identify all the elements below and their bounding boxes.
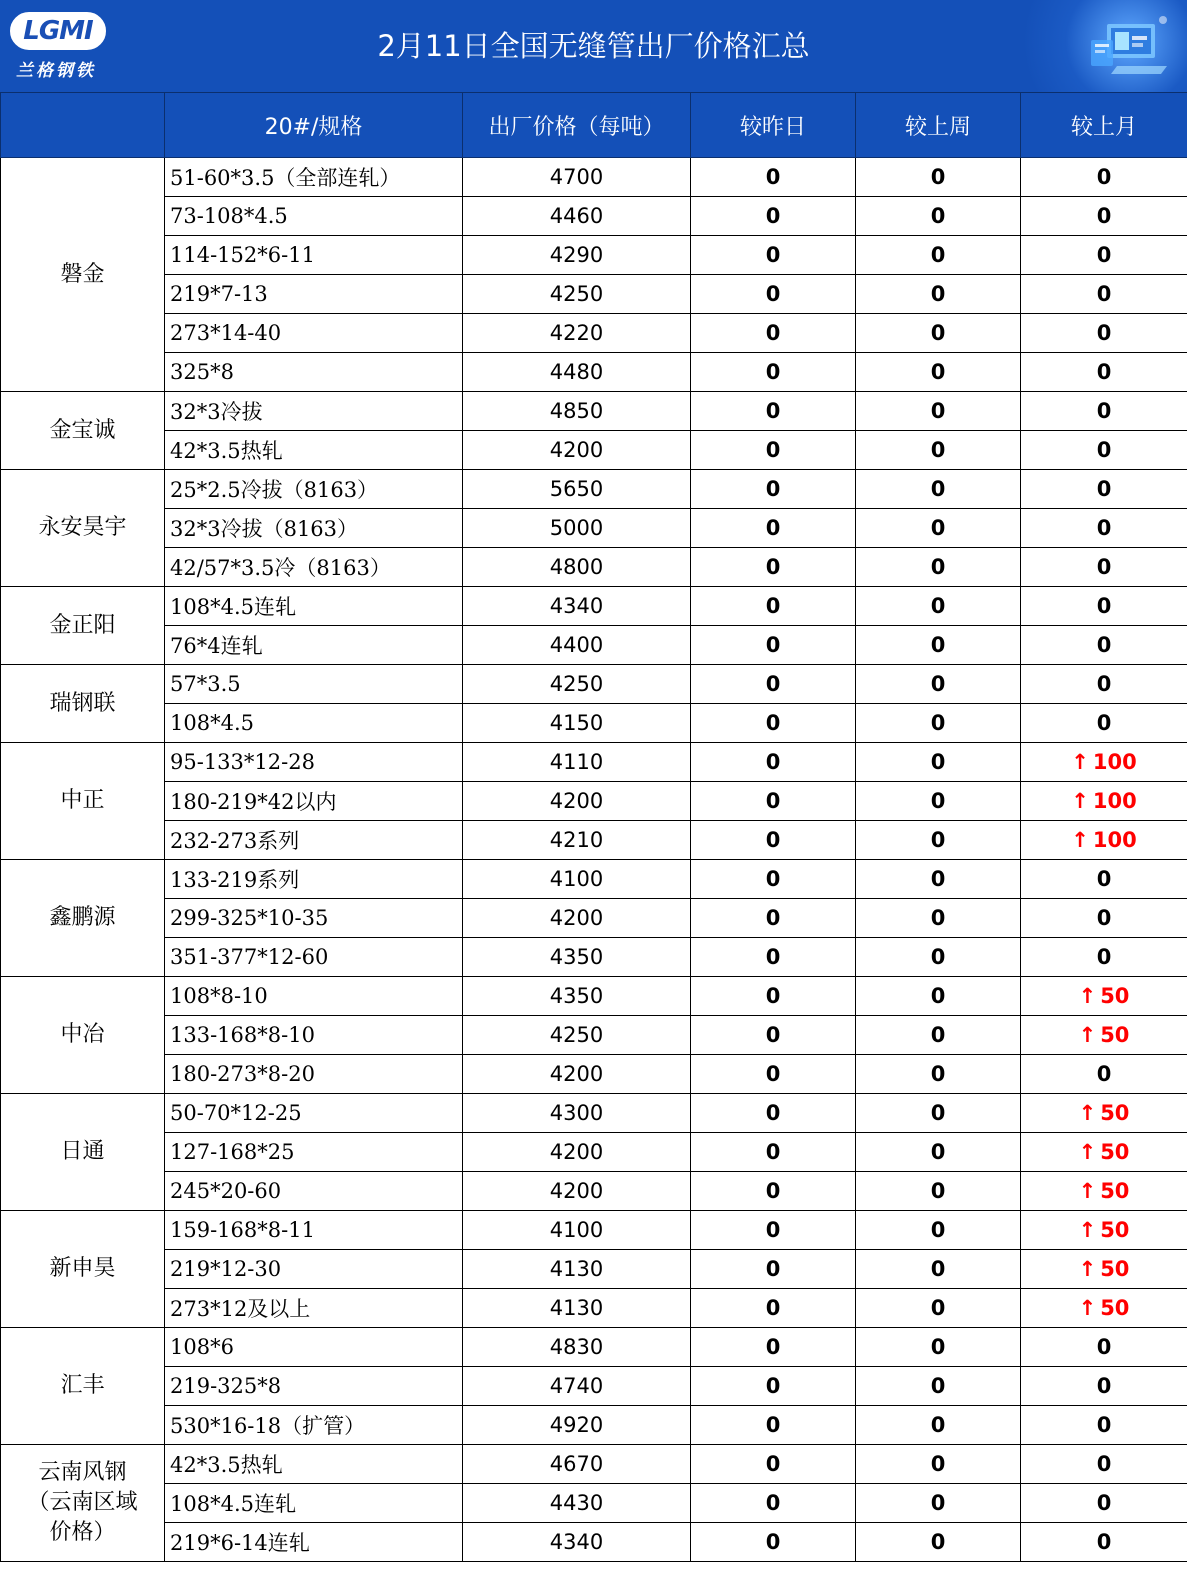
- change-vs-yesterday: 0: [691, 158, 856, 197]
- change-vs-yesterday: 0: [691, 197, 856, 236]
- logo-text: LGMI: [23, 16, 93, 46]
- change-vs-last-week: 0: [856, 1484, 1021, 1523]
- change-vs-last-week: 0: [856, 1367, 1021, 1406]
- header-banner: [0, 0, 1187, 92]
- change-value: 50: [1100, 1023, 1130, 1047]
- price-cell: 4220: [463, 314, 691, 353]
- change-vs-last-week: 0: [856, 977, 1021, 1016]
- change-vs-last-week: 0: [856, 1055, 1021, 1094]
- change-vs-yesterday: 0: [691, 1406, 856, 1445]
- change-vs-last-week: 0: [856, 860, 1021, 899]
- price-cell: 4200: [463, 782, 691, 821]
- change-vs-last-month: [1021, 1094, 1187, 1133]
- price-cell: 4200: [463, 1055, 691, 1094]
- price-cell: 4920: [463, 1406, 691, 1445]
- spec-cell: 108*4.5连轧: [165, 1484, 463, 1523]
- change-value: 50: [1100, 1257, 1130, 1281]
- change-vs-last-month: [1021, 743, 1187, 782]
- table-row: [1, 1250, 1187, 1289]
- company-name: 汇丰: [1, 1328, 165, 1445]
- change-vs-last-week: 0: [856, 548, 1021, 587]
- spec-cell: 127-168*25: [165, 1133, 463, 1172]
- change-vs-last-week: 0: [856, 821, 1021, 860]
- spec-cell: 25*2.5冷拔（8163）: [165, 470, 463, 509]
- change-vs-yesterday: 0: [691, 1172, 856, 1211]
- column-header-vs-last-month: 较上月: [1021, 93, 1187, 158]
- change-vs-yesterday: 0: [691, 1367, 856, 1406]
- spec-cell: 351-377*12-60: [165, 938, 463, 977]
- change-vs-yesterday: 0: [691, 1133, 856, 1172]
- change-vs-last-month: 0: [1021, 1523, 1187, 1562]
- change-vs-last-month: 0: [1021, 509, 1187, 548]
- spec-cell: 159-168*8-11: [165, 1211, 463, 1250]
- company-name: 日通: [1, 1094, 165, 1211]
- table-row: [1, 1289, 1187, 1328]
- table-row: [1, 431, 1187, 470]
- change-vs-last-week: 0: [856, 587, 1021, 626]
- change-vs-last-month: [1021, 1133, 1187, 1172]
- table-row: [1, 665, 1187, 704]
- company-name: 永安昊宇: [1, 470, 165, 587]
- up-arrow-icon: ↑: [1078, 1218, 1097, 1242]
- company-name: 瑞钢联: [1, 665, 165, 743]
- change-vs-last-month: 0: [1021, 392, 1187, 431]
- table-row: [1, 1406, 1187, 1445]
- price-cell: 4300: [463, 1094, 691, 1133]
- change-vs-last-month: 0: [1021, 665, 1187, 704]
- spec-cell: 32*3冷拔（8163）: [165, 509, 463, 548]
- change-vs-last-week: 0: [856, 275, 1021, 314]
- price-cell: 4200: [463, 1172, 691, 1211]
- price-cell: 4100: [463, 1211, 691, 1250]
- change-vs-yesterday: 0: [691, 782, 856, 821]
- column-header-vs-yesterday: 较昨日: [691, 93, 856, 158]
- table-row: [1, 899, 1187, 938]
- spec-cell: 530*16-18（扩管）: [165, 1406, 463, 1445]
- change-vs-last-week: 0: [856, 1211, 1021, 1250]
- up-arrow-icon: ↑: [1071, 750, 1089, 774]
- spec-cell: 57*3.5: [165, 665, 463, 704]
- change-vs-yesterday: 0: [691, 665, 856, 704]
- spec-cell: 32*3冷拔: [165, 392, 463, 431]
- up-arrow-icon: ↑: [1078, 984, 1097, 1008]
- table-row: [1, 197, 1187, 236]
- company-name: 鑫鹏源: [1, 860, 165, 977]
- change-vs-last-month: [1021, 1289, 1187, 1328]
- change-vs-last-week: 0: [856, 509, 1021, 548]
- change-vs-last-week: 0: [856, 665, 1021, 704]
- price-cell: 4110: [463, 743, 691, 782]
- change-vs-yesterday: 0: [691, 1055, 856, 1094]
- company-name: 磐金: [1, 158, 165, 392]
- price-cell: 4200: [463, 1133, 691, 1172]
- spec-cell: 108*4.5连轧: [165, 587, 463, 626]
- change-vs-yesterday: 0: [691, 548, 856, 587]
- change-vs-yesterday: 0: [691, 1445, 856, 1484]
- change-vs-yesterday: 0: [691, 821, 856, 860]
- table-row: [1, 860, 1187, 899]
- price-cell: 4200: [463, 899, 691, 938]
- spec-cell: 219-325*8: [165, 1367, 463, 1406]
- up-arrow-icon: ↑: [1078, 1179, 1097, 1203]
- price-cell: 4290: [463, 236, 691, 275]
- column-header-company: [1, 93, 165, 158]
- change-vs-last-month: [1021, 821, 1187, 860]
- change-vs-yesterday: 0: [691, 938, 856, 977]
- change-value: 50: [1100, 1218, 1130, 1242]
- change-vs-last-week: 0: [856, 938, 1021, 977]
- change-vs-last-week: 0: [856, 1406, 1021, 1445]
- change-vs-yesterday: 0: [691, 1094, 856, 1133]
- price-cell: 4740: [463, 1367, 691, 1406]
- up-arrow-icon: ↑: [1078, 1257, 1097, 1281]
- price-cell: 4850: [463, 392, 691, 431]
- change-vs-yesterday: 0: [691, 431, 856, 470]
- table-row: [1, 548, 1187, 587]
- price-cell: 4130: [463, 1250, 691, 1289]
- change-vs-last-week: 0: [856, 899, 1021, 938]
- column-header-price: 出厂价格（每吨）: [463, 93, 691, 158]
- price-cell: 4210: [463, 821, 691, 860]
- monitor-illustration-icon: [1077, 6, 1177, 86]
- logo-subtitle: 兰格钢铁: [16, 61, 96, 81]
- change-vs-yesterday: 0: [691, 470, 856, 509]
- change-vs-yesterday: 0: [691, 1250, 856, 1289]
- change-value: 100: [1092, 828, 1137, 852]
- table-row: [1, 1367, 1187, 1406]
- price-cell: 4460: [463, 197, 691, 236]
- change-vs-last-month: [1021, 977, 1187, 1016]
- change-vs-last-month: 0: [1021, 1406, 1187, 1445]
- table-row: [1, 236, 1187, 275]
- change-vs-yesterday: 0: [691, 704, 856, 743]
- spec-cell: 42/57*3.5冷（8163）: [165, 548, 463, 587]
- change-vs-last-month: [1021, 1172, 1187, 1211]
- change-vs-last-month: 0: [1021, 197, 1187, 236]
- change-vs-last-month: 0: [1021, 1328, 1187, 1367]
- change-vs-last-month: 0: [1021, 587, 1187, 626]
- price-cell: 4250: [463, 275, 691, 314]
- change-vs-yesterday: 0: [691, 860, 856, 899]
- change-vs-last-week: 0: [856, 392, 1021, 431]
- price-table: [0, 92, 1187, 1562]
- change-vs-last-month: 0: [1021, 1445, 1187, 1484]
- change-vs-last-month: 0: [1021, 470, 1187, 509]
- change-value: 100: [1092, 789, 1137, 813]
- change-vs-last-month: 0: [1021, 626, 1187, 665]
- price-cell: 4250: [463, 665, 691, 704]
- table-row: [1, 743, 1187, 782]
- table-row: [1, 1133, 1187, 1172]
- spec-cell: 219*6-14连轧: [165, 1523, 463, 1562]
- price-cell: 4830: [463, 1328, 691, 1367]
- change-vs-yesterday: 0: [691, 275, 856, 314]
- change-vs-last-week: 0: [856, 1445, 1021, 1484]
- up-arrow-icon: ↑: [1078, 1023, 1097, 1047]
- spec-cell: 325*8: [165, 353, 463, 392]
- spec-cell: 42*3.5热轧: [165, 1445, 463, 1484]
- price-cell: 4400: [463, 626, 691, 665]
- change-vs-yesterday: 0: [691, 743, 856, 782]
- change-vs-yesterday: 0: [691, 509, 856, 548]
- change-vs-last-month: 0: [1021, 1055, 1187, 1094]
- change-vs-yesterday: 0: [691, 1484, 856, 1523]
- spec-cell: 232-273系列: [165, 821, 463, 860]
- page-title: 2月11日全国无缝管出厂价格汇总: [377, 29, 810, 63]
- spec-cell: 42*3.5热轧: [165, 431, 463, 470]
- change-vs-last-week: 0: [856, 782, 1021, 821]
- table-row: [1, 821, 1187, 860]
- change-vs-last-month: [1021, 1016, 1187, 1055]
- spec-cell: 133-219系列: [165, 860, 463, 899]
- table-row: [1, 470, 1187, 509]
- change-vs-yesterday: 0: [691, 353, 856, 392]
- change-value: 50: [1100, 1296, 1130, 1320]
- change-vs-last-week: 0: [856, 1133, 1021, 1172]
- change-vs-last-week: 0: [856, 626, 1021, 665]
- change-value: 50: [1100, 1179, 1130, 1203]
- column-header-vs-last-week: 较上周: [856, 93, 1021, 158]
- change-vs-last-month: [1021, 1250, 1187, 1289]
- spec-cell: 219*12-30: [165, 1250, 463, 1289]
- company-name: 金宝诚: [1, 392, 165, 470]
- spec-cell: 114-152*6-11: [165, 236, 463, 275]
- spec-cell: 76*4连轧: [165, 626, 463, 665]
- change-vs-last-week: 0: [856, 1016, 1021, 1055]
- up-arrow-icon: ↑: [1071, 828, 1089, 852]
- spec-cell: 133-168*8-10: [165, 1016, 463, 1055]
- change-vs-last-week: 0: [856, 236, 1021, 275]
- change-value: 100: [1092, 750, 1137, 774]
- company-name: 中冶: [1, 977, 165, 1094]
- change-vs-yesterday: 0: [691, 977, 856, 1016]
- table-row: [1, 1484, 1187, 1523]
- change-vs-yesterday: 0: [691, 1328, 856, 1367]
- change-vs-last-week: 0: [856, 743, 1021, 782]
- table-row: [1, 1328, 1187, 1367]
- spec-cell: 180-273*8-20: [165, 1055, 463, 1094]
- change-vs-last-week: 0: [856, 431, 1021, 470]
- change-vs-last-week: 0: [856, 704, 1021, 743]
- change-value: 50: [1100, 984, 1130, 1008]
- column-header-spec: 20#/规格: [165, 93, 463, 158]
- change-vs-last-month: [1021, 782, 1187, 821]
- table-row: [1, 938, 1187, 977]
- change-vs-last-month: 0: [1021, 899, 1187, 938]
- change-vs-last-month: [1021, 1211, 1187, 1250]
- spec-cell: 219*7-13: [165, 275, 463, 314]
- table-row: [1, 314, 1187, 353]
- price-cell: 5650: [463, 470, 691, 509]
- table-row: [1, 1055, 1187, 1094]
- change-vs-yesterday: 0: [691, 587, 856, 626]
- change-vs-yesterday: 0: [691, 899, 856, 938]
- table-row: [1, 626, 1187, 665]
- price-cell: 4700: [463, 158, 691, 197]
- price-cell: 4350: [463, 977, 691, 1016]
- spec-cell: 108*6: [165, 1328, 463, 1367]
- table-row: [1, 1523, 1187, 1562]
- up-arrow-icon: ↑: [1071, 789, 1089, 813]
- change-vs-last-week: 0: [856, 1172, 1021, 1211]
- change-vs-last-week: 0: [856, 1289, 1021, 1328]
- table-row: [1, 782, 1187, 821]
- change-vs-last-month: 0: [1021, 353, 1187, 392]
- spec-cell: 108*8-10: [165, 977, 463, 1016]
- change-vs-last-month: 0: [1021, 704, 1187, 743]
- price-cell: 4430: [463, 1484, 691, 1523]
- company-name: 新申昊: [1, 1211, 165, 1328]
- table-row: [1, 509, 1187, 548]
- change-value: 50: [1100, 1101, 1130, 1125]
- price-cell: 4800: [463, 548, 691, 587]
- spec-cell: 245*20-60: [165, 1172, 463, 1211]
- change-vs-last-month: 0: [1021, 548, 1187, 587]
- price-cell: 4250: [463, 1016, 691, 1055]
- table-row: [1, 1094, 1187, 1133]
- spec-cell: 108*4.5: [165, 704, 463, 743]
- table-body: [1, 158, 1187, 1562]
- change-vs-last-month: 0: [1021, 236, 1187, 275]
- company-name: 中正: [1, 743, 165, 860]
- spec-cell: 180-219*42以内: [165, 782, 463, 821]
- spec-cell: 273*12及以上: [165, 1289, 463, 1328]
- change-vs-yesterday: 0: [691, 236, 856, 275]
- change-vs-last-week: 0: [856, 1094, 1021, 1133]
- change-vs-yesterday: 0: [691, 1523, 856, 1562]
- table-row: [1, 353, 1187, 392]
- change-vs-last-week: 0: [856, 1250, 1021, 1289]
- change-vs-last-week: 0: [856, 314, 1021, 353]
- change-vs-last-week: 0: [856, 470, 1021, 509]
- up-arrow-icon: ↑: [1078, 1296, 1097, 1320]
- price-cell: 4200: [463, 431, 691, 470]
- up-arrow-icon: ↑: [1078, 1101, 1097, 1125]
- spec-cell: 95-133*12-28: [165, 743, 463, 782]
- price-cell: 4340: [463, 587, 691, 626]
- change-vs-yesterday: 0: [691, 1289, 856, 1328]
- price-cell: 4130: [463, 1289, 691, 1328]
- change-vs-yesterday: 0: [691, 392, 856, 431]
- table-row: [1, 1211, 1187, 1250]
- change-vs-last-month: 0: [1021, 431, 1187, 470]
- change-vs-last-week: 0: [856, 1328, 1021, 1367]
- spec-cell: 73-108*4.5: [165, 197, 463, 236]
- price-cell: 4340: [463, 1523, 691, 1562]
- change-vs-yesterday: 0: [691, 1016, 856, 1055]
- table-row: [1, 1016, 1187, 1055]
- price-cell: 4150: [463, 704, 691, 743]
- table-row: [1, 392, 1187, 431]
- change-vs-last-month: 0: [1021, 1484, 1187, 1523]
- change-vs-last-month: 0: [1021, 860, 1187, 899]
- change-vs-yesterday: 0: [691, 314, 856, 353]
- spec-cell: 51-60*3.5（全部连轧）: [165, 158, 463, 197]
- spec-cell: 50-70*12-25: [165, 1094, 463, 1133]
- company-name: 云南风钢（云南区域价格）: [1, 1445, 165, 1562]
- change-vs-last-month: 0: [1021, 314, 1187, 353]
- change-vs-last-month: 0: [1021, 1367, 1187, 1406]
- change-value: 50: [1100, 1140, 1130, 1164]
- price-cell: 4100: [463, 860, 691, 899]
- table-row: [1, 275, 1187, 314]
- price-cell: 4350: [463, 938, 691, 977]
- change-vs-last-month: 0: [1021, 275, 1187, 314]
- change-vs-last-month: 0: [1021, 158, 1187, 197]
- table-row: [1, 587, 1187, 626]
- change-vs-last-month: 0: [1021, 938, 1187, 977]
- change-vs-last-week: 0: [856, 1523, 1021, 1562]
- change-vs-last-week: 0: [856, 158, 1021, 197]
- spec-cell: 299-325*10-35: [165, 899, 463, 938]
- price-cell: 5000: [463, 509, 691, 548]
- table-row: [1, 977, 1187, 1016]
- change-vs-yesterday: 0: [691, 1211, 856, 1250]
- table-header-row: [1, 93, 1187, 158]
- change-vs-yesterday: 0: [691, 626, 856, 665]
- spec-cell: 273*14-40: [165, 314, 463, 353]
- table-row: [1, 1445, 1187, 1484]
- table-row: [1, 1172, 1187, 1211]
- change-vs-last-week: 0: [856, 353, 1021, 392]
- change-vs-last-week: 0: [856, 197, 1021, 236]
- table-row: [1, 158, 1187, 197]
- table-row: [1, 704, 1187, 743]
- price-cell: 4480: [463, 353, 691, 392]
- up-arrow-icon: ↑: [1078, 1140, 1097, 1164]
- price-cell: 4670: [463, 1445, 691, 1484]
- company-name: 金正阳: [1, 587, 165, 665]
